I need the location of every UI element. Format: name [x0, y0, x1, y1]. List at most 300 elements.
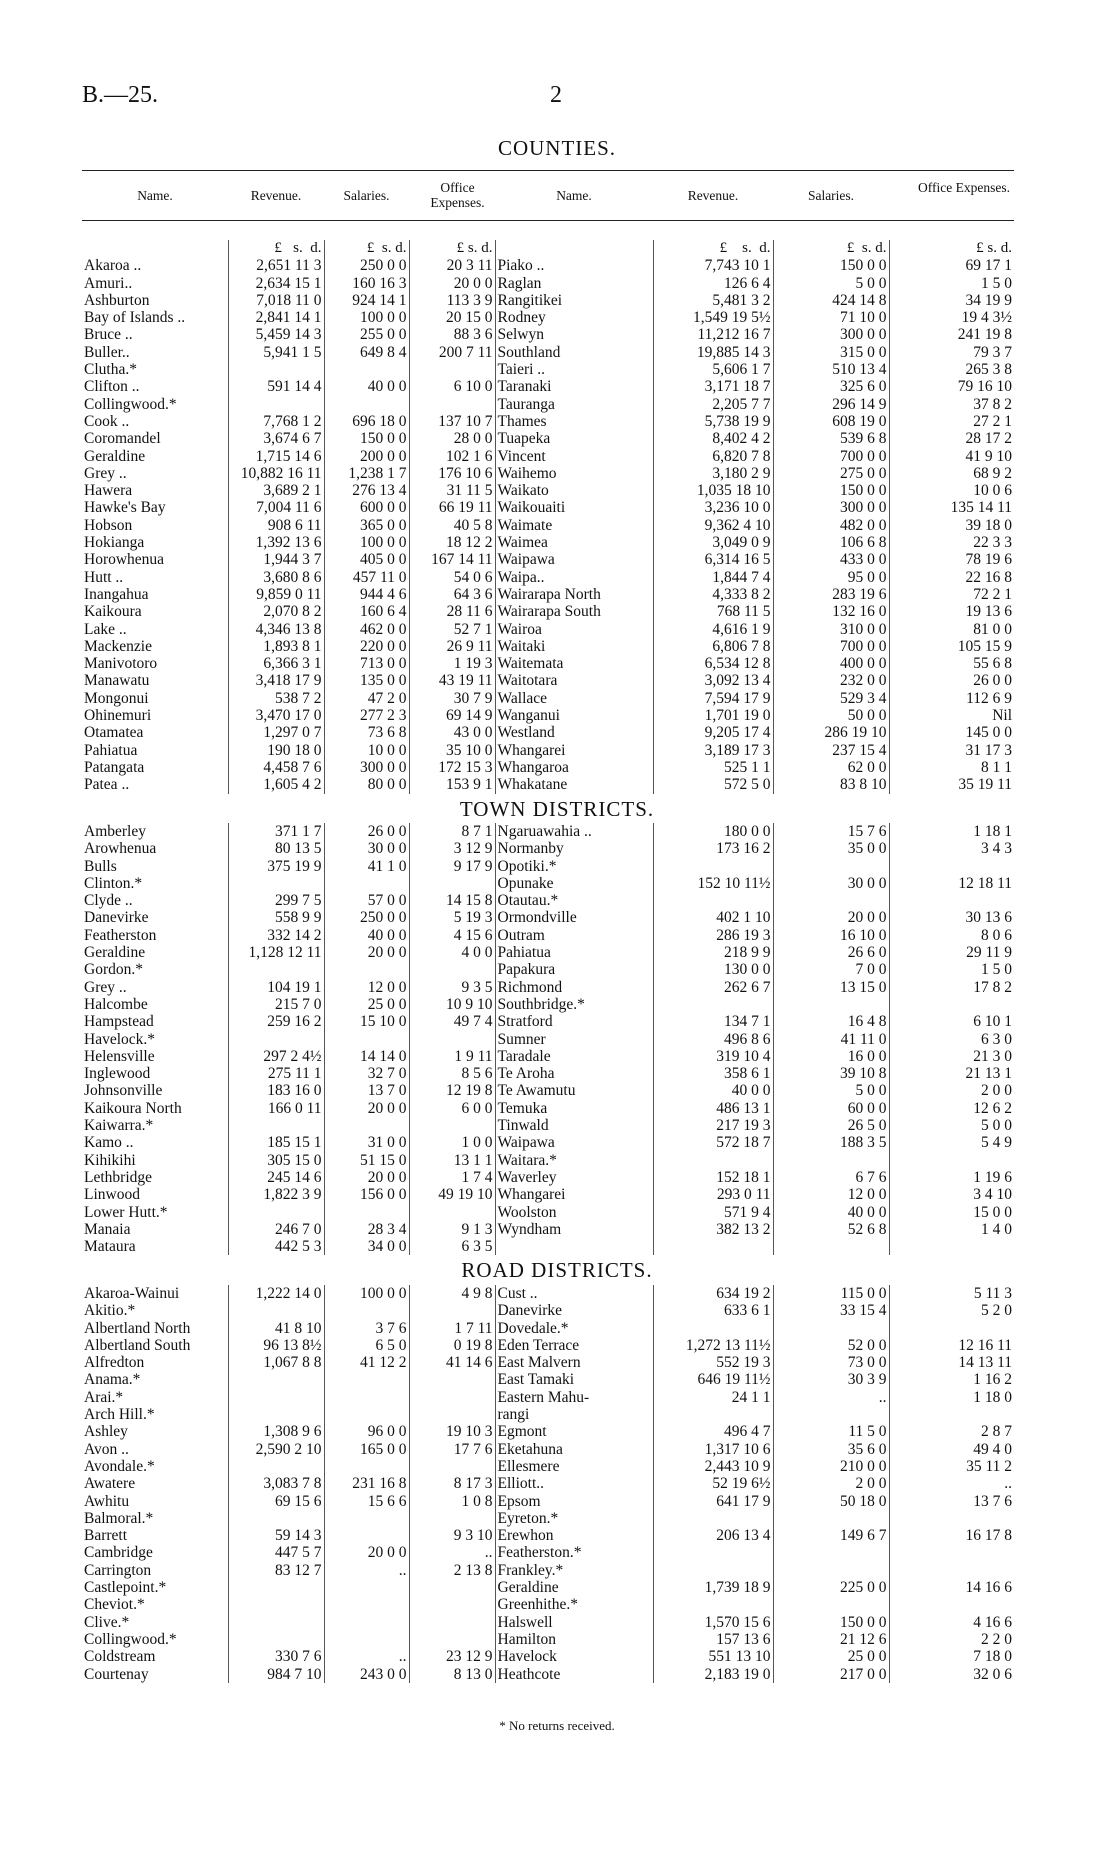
name-cell: Geraldine	[84, 447, 146, 465]
table-row	[82, 1631, 1014, 1648]
table-row	[82, 1371, 1014, 1388]
revenue-cell: 3,689 2 1	[228, 482, 324, 499]
unit-shillings: s.	[467, 240, 478, 256]
name-cell: Eyreton.*	[495, 1510, 653, 1527]
office-expenses-cell: 64 3 6	[409, 586, 495, 603]
table-row	[82, 482, 1014, 499]
name-cell	[495, 1238, 653, 1255]
office-expenses-cell: 35 19 11	[889, 776, 1014, 793]
revenue-cell: 442 5 3	[228, 1238, 324, 1255]
office-expenses-cell: 14 15 8	[409, 892, 495, 909]
table-row	[82, 944, 1014, 961]
name-cell: Eden Terrace	[495, 1337, 653, 1354]
office-expenses-cell: 8 0 6	[889, 927, 1014, 944]
name-cell: Cheviot.*	[84, 1596, 145, 1614]
name-cell: Clifton ..	[84, 378, 140, 396]
office-expenses-cell: 72 2 1	[889, 586, 1014, 603]
table-row	[82, 1406, 1014, 1423]
name-cell: Southland	[495, 344, 653, 361]
office-expenses-cell	[409, 1510, 495, 1527]
name-cell: Mackenzie	[84, 637, 152, 655]
office-expenses-cell: 200 7 11	[409, 344, 495, 361]
salaries-cell: 31 0 0	[324, 1134, 409, 1151]
revenue-cell	[228, 396, 324, 413]
revenue-cell: 299 7 5	[228, 892, 324, 909]
name-cell: Kaiwarra.*	[84, 1117, 154, 1135]
page-number: 2	[550, 82, 562, 108]
salaries-cell: 20 0 0	[324, 1100, 409, 1117]
revenue-cell: 634 19 2	[653, 1285, 773, 1302]
salaries-cell	[324, 1371, 409, 1388]
office-expenses-cell: 6 3 5	[409, 1238, 495, 1255]
office-expenses-cell: 5 19 3	[409, 909, 495, 926]
name-cell: Coldstream	[84, 1648, 156, 1666]
name-cell: Erewhon	[495, 1527, 653, 1544]
revenue-cell: 1,549 19 5½	[653, 309, 773, 326]
revenue-cell: 2,070 8 2	[228, 603, 324, 620]
salaries-cell: 149 6 7	[773, 1527, 889, 1544]
name-cell: Lake ..	[84, 620, 127, 638]
unit-pound: £	[846, 240, 855, 256]
name-cell: Waikato	[495, 482, 653, 499]
name-cell: Bay of Islands ..	[84, 309, 186, 327]
table-row	[82, 1031, 1014, 1048]
name-cell: Avondale.*	[84, 1457, 155, 1475]
unit-row	[82, 240, 1014, 257]
office-expenses-cell: 7 18 0	[889, 1648, 1014, 1665]
salaries-cell: 25 0 0	[773, 1648, 889, 1665]
name-cell: Kamo ..	[84, 1134, 134, 1152]
salaries-cell: 400 0 0	[773, 655, 889, 672]
salaries-cell: 529 3 4	[773, 690, 889, 707]
name-cell: Kihikihi	[84, 1151, 136, 1169]
name-cell: Hobson	[84, 516, 133, 534]
name-cell: rangi	[495, 1406, 653, 1423]
office-expenses-cell: 13 7 6	[889, 1493, 1014, 1510]
revenue-cell	[653, 1562, 773, 1579]
office-expenses-cell: 153 9 1	[409, 776, 495, 793]
salaries-cell: 231 16 8	[324, 1475, 409, 1492]
office-expenses-cell: 22 16 8	[889, 569, 1014, 586]
name-cell: Geraldine	[84, 944, 146, 962]
salaries-cell: 50 0 0	[773, 707, 889, 724]
table-row	[82, 1320, 1014, 1337]
office-expenses-cell: 19 13 6	[889, 603, 1014, 620]
name-cell: Akaroa-Wainui	[84, 1285, 180, 1302]
office-expenses-cell: 167 14 11	[409, 551, 495, 568]
name-cell: Ormondville	[495, 909, 653, 926]
revenue-cell: 1,297 0 7	[228, 724, 324, 741]
salaries-cell: 52 6 8	[773, 1221, 889, 1238]
salaries-cell: 160 16 3	[324, 275, 409, 292]
salaries-cell: 52 0 0	[773, 1337, 889, 1354]
name-cell: Albertland North	[84, 1319, 191, 1337]
name-cell: Opunake	[495, 875, 653, 892]
office-expenses-cell	[889, 1544, 1014, 1561]
office-expenses-cell: 31 11 5	[409, 482, 495, 499]
office-expenses-cell: 3 12 9	[409, 840, 495, 857]
office-expenses-cell: 3 4 3	[889, 840, 1014, 857]
name-cell: Waipa..	[495, 569, 653, 586]
salaries-cell	[324, 361, 409, 378]
name-cell: Sumner	[495, 1031, 653, 1048]
office-expenses-cell: 16 17 8	[889, 1527, 1014, 1544]
name-cell: Clutha.*	[84, 361, 137, 379]
salaries-cell: 83 8 10	[773, 776, 889, 793]
revenue-cell: 152 10 11½	[653, 875, 773, 892]
salaries-cell: 300 0 0	[773, 326, 889, 343]
office-expenses-cell: 22 3 3	[889, 534, 1014, 551]
salaries-cell: 283 19 6	[773, 586, 889, 603]
table-row	[82, 569, 1014, 586]
office-expenses-cell: 66 19 11	[409, 499, 495, 516]
salaries-cell	[773, 1544, 889, 1561]
revenue-cell: 538 7 2	[228, 690, 324, 707]
salaries-cell: 188 3 5	[773, 1134, 889, 1151]
office-expenses-cell: 145 0 0	[889, 724, 1014, 741]
salaries-cell	[324, 396, 409, 413]
salaries-cell: 57 0 0	[324, 892, 409, 909]
revenue-cell: 1,035 18 10	[653, 482, 773, 499]
office-expenses-cell: 113 3 9	[409, 292, 495, 309]
salaries-cell: 30 0 0	[324, 840, 409, 857]
salaries-cell: 5 0 0	[773, 275, 889, 292]
revenue-cell: 1,067 8 8	[228, 1354, 324, 1371]
name-cell: Mataura	[84, 1238, 136, 1256]
name-cell: Waitaki	[495, 638, 653, 655]
office-expenses-cell: 8 1 1	[889, 759, 1014, 776]
unit-pound: £	[719, 240, 728, 256]
salaries-cell: 20 0 0	[324, 1169, 409, 1186]
revenue-cell	[228, 1117, 324, 1134]
revenue-cell: 7,018 11 0	[228, 292, 324, 309]
office-expenses-cell: 30 7 9	[409, 690, 495, 707]
revenue-cell: 218 9 9	[653, 944, 773, 961]
office-expenses-cell	[889, 996, 1014, 1013]
salaries-cell: 944 4 6	[324, 586, 409, 603]
table-row	[82, 979, 1014, 996]
name-cell: Collingwood.*	[84, 395, 177, 413]
table-row	[82, 823, 1014, 840]
name-cell: Tauranga	[495, 396, 653, 413]
office-expenses-cell: 1 9 11	[409, 1048, 495, 1065]
revenue-cell	[228, 1596, 324, 1613]
office-expenses-cell: 21 13 1	[889, 1065, 1014, 1082]
salaries-cell: 7 0 0	[773, 961, 889, 978]
name-cell: Inglewood	[84, 1065, 151, 1083]
salaries-cell: 50 18 0	[773, 1493, 889, 1510]
table-row	[82, 257, 1014, 274]
revenue-cell: 552 19 3	[653, 1354, 773, 1371]
office-expenses-cell: 35 11 2	[889, 1458, 1014, 1475]
office-expenses-cell: 18 12 2	[409, 534, 495, 551]
salaries-cell	[324, 875, 409, 892]
table-row	[82, 275, 1014, 292]
unit-pence: d.	[481, 240, 493, 256]
salaries-cell: 600 0 0	[324, 499, 409, 516]
office-expenses-cell: 32 0 6	[889, 1666, 1014, 1683]
revenue-cell	[228, 361, 324, 378]
name-cell: Hokianga	[84, 534, 145, 552]
name-cell: Frankley.*	[495, 1562, 653, 1579]
office-expenses-cell	[409, 1389, 495, 1406]
name-cell: Outram	[495, 927, 653, 944]
salaries-cell: 6 7 6	[773, 1169, 889, 1186]
office-expenses-cell	[409, 1614, 495, 1631]
counties-section	[82, 240, 1014, 794]
revenue-cell: 83 12 7	[228, 1562, 324, 1579]
table-row	[82, 361, 1014, 378]
office-expenses-cell: 79 3 7	[889, 344, 1014, 361]
table-row	[82, 1152, 1014, 1169]
salaries-cell	[324, 1527, 409, 1544]
name-cell: Whangarei	[495, 742, 653, 759]
salaries-cell: 150 0 0	[773, 257, 889, 274]
unit-pence: d.	[759, 240, 771, 256]
revenue-cell: 1,128 12 11	[228, 944, 324, 961]
revenue-cell: 3,236 10 0	[653, 499, 773, 516]
name-cell: Eketahuna	[495, 1441, 653, 1458]
name-cell: Halswell	[495, 1614, 653, 1631]
salaries-cell: 220 0 0	[324, 638, 409, 655]
office-expenses-cell: 49 7 4	[409, 1013, 495, 1030]
name-cell: Helensville	[84, 1047, 155, 1065]
salaries-cell	[773, 1238, 889, 1255]
table-row	[82, 378, 1014, 395]
name-cell: Whangarei	[495, 1186, 653, 1203]
office-expenses-cell: 5 2 0	[889, 1302, 1014, 1319]
salaries-cell	[773, 1406, 889, 1423]
office-expenses-cell	[409, 1204, 495, 1221]
revenue-cell: 11,212 16 7	[653, 326, 773, 343]
revenue-cell: 173 16 2	[653, 840, 773, 857]
name-cell: Linwood	[84, 1186, 140, 1204]
revenue-cell	[653, 1152, 773, 1169]
name-cell: Awhitu	[84, 1492, 130, 1510]
office-expenses-cell: 55 6 8	[889, 655, 1014, 672]
salaries-cell: 47 2 0	[324, 690, 409, 707]
name-cell: Waipawa	[495, 1134, 653, 1151]
revenue-cell: 2,841 14 1	[228, 309, 324, 326]
name-cell: Waitotara	[495, 672, 653, 689]
salaries-cell	[324, 1117, 409, 1134]
revenue-cell: 486 13 1	[653, 1100, 773, 1117]
table-row	[82, 1354, 1014, 1371]
revenue-cell: 59 14 3	[228, 1527, 324, 1544]
revenue-cell: 19,885 14 3	[653, 344, 773, 361]
salaries-cell: 700 0 0	[773, 448, 889, 465]
salaries-cell	[773, 1320, 889, 1337]
salaries-cell: 100 0 0	[324, 534, 409, 551]
office-expenses-cell: 26 9 11	[409, 638, 495, 655]
salaries-cell: 15 10 0	[324, 1013, 409, 1030]
name-cell: Richmond	[495, 979, 653, 996]
salaries-cell: 924 14 1	[324, 292, 409, 309]
office-expenses-cell: 20 3 11	[409, 257, 495, 274]
header-office-right: Office Expenses.	[918, 180, 1010, 195]
table-row	[82, 1117, 1014, 1134]
office-expenses-cell: 1 16 2	[889, 1371, 1014, 1388]
salaries-cell: 95 0 0	[773, 569, 889, 586]
name-cell: Waimate	[495, 517, 653, 534]
salaries-cell: 32 7 0	[324, 1065, 409, 1082]
office-expenses-cell: 27 2 1	[889, 413, 1014, 430]
salaries-cell	[773, 1596, 889, 1613]
salaries-cell: 300 0 0	[773, 499, 889, 516]
revenue-cell: 5,481 3 2	[653, 292, 773, 309]
name-cell: Mongonui	[84, 689, 149, 707]
name-cell: Avon ..	[84, 1440, 129, 1458]
office-expenses-cell: 68 9 2	[889, 465, 1014, 482]
revenue-cell	[653, 1596, 773, 1613]
revenue-cell: 1,272 13 11½	[653, 1337, 773, 1354]
office-expenses-cell: 14 16 6	[889, 1579, 1014, 1596]
salaries-cell: 150 0 0	[324, 430, 409, 447]
name-cell: Clinton.*	[84, 874, 143, 892]
salaries-cell: 462 0 0	[324, 621, 409, 638]
name-cell: Tuapeka	[495, 430, 653, 447]
revenue-cell	[653, 1510, 773, 1527]
table-row	[82, 499, 1014, 516]
name-cell: Ngaruawahia ..	[495, 823, 653, 840]
salaries-cell: 210 0 0	[773, 1458, 889, 1475]
salaries-cell: 16 4 8	[773, 1013, 889, 1030]
salaries-cell	[324, 1579, 409, 1596]
office-expenses-cell: 41 9 10	[889, 448, 1014, 465]
revenue-cell	[228, 1614, 324, 1631]
revenue-cell: 4,616 1 9	[653, 621, 773, 638]
name-cell: Tinwald	[495, 1117, 653, 1134]
name-cell: Woolston	[495, 1204, 653, 1221]
revenue-cell: 1,715 14 6	[228, 448, 324, 465]
salaries-cell: 73 0 0	[773, 1354, 889, 1371]
name-cell: Ashburton	[84, 291, 150, 309]
salaries-cell: 62 0 0	[773, 759, 889, 776]
salaries-cell: 15 7 6	[773, 823, 889, 840]
revenue-cell: 7,768 1 2	[228, 413, 324, 430]
office-expenses-cell: 26 0 0	[889, 672, 1014, 689]
office-expenses-cell	[889, 1320, 1014, 1337]
salaries-cell	[773, 1562, 889, 1579]
revenue-cell: 525 1 1	[653, 759, 773, 776]
salaries-cell	[324, 1031, 409, 1048]
revenue-cell: 332 14 2	[228, 927, 324, 944]
office-expenses-cell: 5 11 3	[889, 1285, 1014, 1302]
salaries-cell: 20 0 0	[324, 944, 409, 961]
revenue-cell: 7,004 11 6	[228, 499, 324, 516]
unit-pound: £	[976, 240, 984, 256]
office-expenses-cell: 0 19 8	[409, 1337, 495, 1354]
table-row	[82, 875, 1014, 892]
table-row	[82, 1013, 1014, 1030]
office-expenses-cell	[409, 396, 495, 413]
office-expenses-cell: 12 19 8	[409, 1082, 495, 1099]
salaries-cell: 20 0 0	[324, 1544, 409, 1561]
table-row	[82, 344, 1014, 361]
revenue-cell	[653, 892, 773, 909]
name-cell: Taradale	[495, 1048, 653, 1065]
revenue-cell: 134 7 1	[653, 1013, 773, 1030]
header-revenue-right: Revenue.	[687, 188, 739, 203]
office-expenses-cell: ..	[889, 1475, 1014, 1492]
revenue-cell: 1,893 8 1	[228, 638, 324, 655]
name-cell: Balmoral.*	[84, 1509, 154, 1527]
table-row	[82, 551, 1014, 568]
revenue-cell: 6,534 12 8	[653, 655, 773, 672]
revenue-cell: 908 6 11	[228, 517, 324, 534]
name-cell: Hutt ..	[84, 568, 124, 586]
salaries-cell: 10 0 0	[324, 742, 409, 759]
revenue-cell: 5,738 19 9	[653, 413, 773, 430]
revenue-cell: 126 6 4	[653, 275, 773, 292]
name-cell: Havelock.*	[84, 1030, 156, 1048]
table-row	[82, 1544, 1014, 1561]
revenue-cell: 104 19 1	[228, 979, 324, 996]
office-expenses-cell: 17 7 6	[409, 1441, 495, 1458]
salaries-cell: 310 0 0	[773, 621, 889, 638]
salaries-cell: 649 8 4	[324, 344, 409, 361]
name-cell: Bruce ..	[84, 326, 133, 344]
office-expenses-cell: 1 18 0	[889, 1389, 1014, 1406]
salaries-cell	[773, 1510, 889, 1527]
name-cell: Thames	[495, 413, 653, 430]
name-cell: Wairoa	[495, 621, 653, 638]
name-cell: Hamilton	[495, 1631, 653, 1648]
town-districts-section	[82, 823, 1014, 1255]
name-cell: Albertland South	[84, 1336, 191, 1354]
table-row	[82, 638, 1014, 655]
salaries-cell: 700 0 0	[773, 638, 889, 655]
name-cell: Akaroa ..	[84, 257, 142, 275]
office-expenses-cell: 31 17 3	[889, 742, 1014, 759]
name-cell: Taranaki	[495, 378, 653, 395]
revenue-cell: 9,205 17 4	[653, 724, 773, 741]
salaries-cell: 106 6 8	[773, 534, 889, 551]
salaries-cell: 41 12 2	[324, 1354, 409, 1371]
office-expenses-cell: 2 8 7	[889, 1423, 1014, 1440]
revenue-cell: 641 17 9	[653, 1493, 773, 1510]
salaries-cell: 100 0 0	[324, 309, 409, 326]
name-cell: Ohinemuri	[84, 707, 152, 725]
office-expenses-cell	[889, 1510, 1014, 1527]
salaries-cell: 15 6 6	[324, 1493, 409, 1510]
revenue-cell: 6,820 7 8	[653, 448, 773, 465]
name-cell: Collingwood.*	[84, 1630, 177, 1648]
revenue-cell	[653, 858, 773, 875]
table-row	[82, 1458, 1014, 1475]
name-cell: Courtenay	[84, 1665, 149, 1683]
table-row	[82, 448, 1014, 465]
unit-shillings: s.	[381, 240, 392, 256]
table-row	[82, 1666, 1014, 1683]
revenue-cell: 319 10 4	[653, 1048, 773, 1065]
revenue-cell: 206 13 4	[653, 1527, 773, 1544]
revenue-cell: 558 9 9	[228, 909, 324, 926]
revenue-cell: 3,189 17 3	[653, 742, 773, 759]
office-expenses-cell: 172 15 3	[409, 759, 495, 776]
office-expenses-cell	[409, 875, 495, 892]
office-expenses-cell: 4 9 8	[409, 1285, 495, 1302]
office-expenses-cell: 19 10 3	[409, 1423, 495, 1440]
salaries-cell: 35 6 0	[773, 1441, 889, 1458]
office-expenses-cell: 6 3 0	[889, 1031, 1014, 1048]
revenue-cell: 166 0 11	[228, 1100, 324, 1117]
office-expenses-cell: 29 11 9	[889, 944, 1014, 961]
table-row	[82, 309, 1014, 326]
revenue-cell: 3,083 7 8	[228, 1475, 324, 1492]
name-cell: Cook ..	[84, 412, 130, 430]
table-row	[82, 465, 1014, 482]
